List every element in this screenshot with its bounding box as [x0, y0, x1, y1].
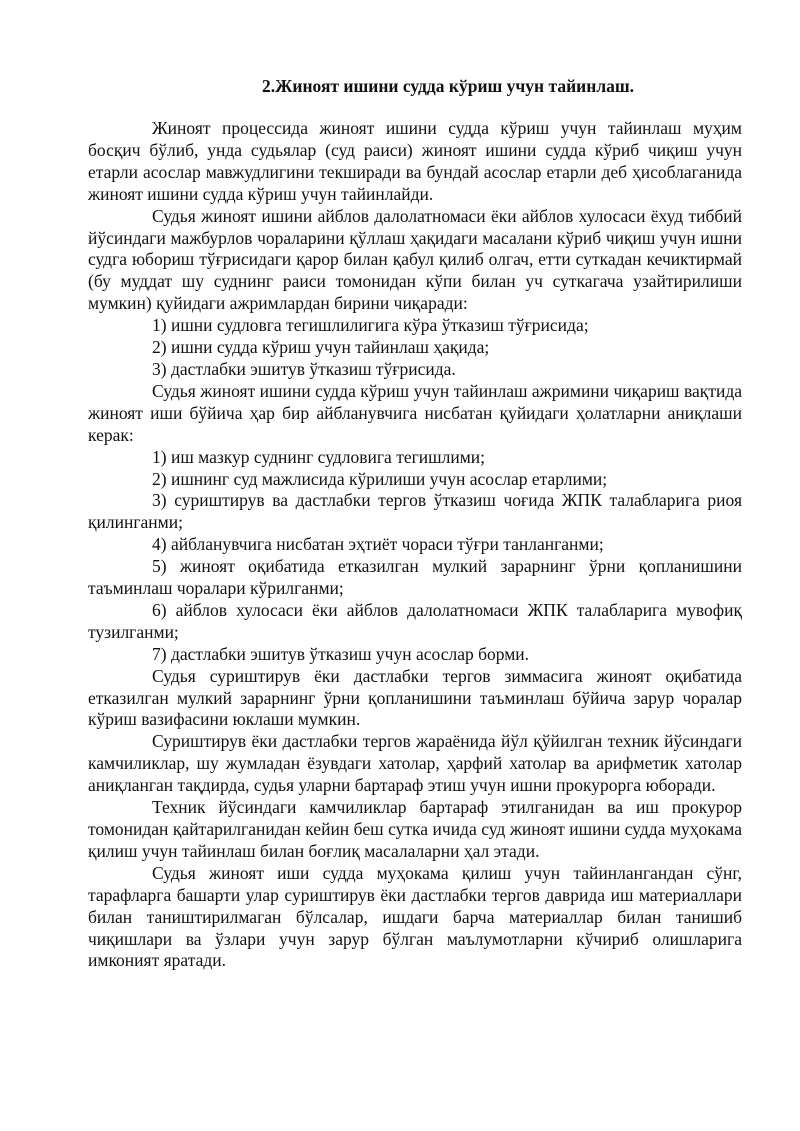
paragraph-decisions: Судья жиноят ишини айблов далолатномаси ёки айблов хулосаси ёхуд тиббий йўсиндаги мажбурлов чораларини қўллаш ҳақидаги масалани кўриб чиқиш учун ишни судга юбориш тўғрисидаги қарор билан қабул қилиб олгач, етти суткадан кечиктирмай (бу муддат шу суднинг раиси томонидан кўпи билан уч суткагача узайтирилиши мумкин) қуйидаги ажримлардан бирини чиқаради: [88, 205, 742, 314]
document-body [88, 118, 742, 972]
circumstance-item-2: 2) ишнинг суд мажлисида кўрилиши учун асослар етарлими; [152, 468, 608, 489]
decision-item-1: 1) ишни судловга тегишлилигига кўра ўтказиш тўғрисида; [152, 315, 589, 336]
circumstance-item-6: 6) айблов хулосаси ёки айблов далолатномаси ЖПК талабларига мувофиқ тузилганми; [88, 599, 742, 642]
paragraph-return-deadline: Техник йўсиндаги камчиликлар бартараф этилганидан ва иш прокурор томонидан қайтарилганидан кейин беш сутка ичида суд жиноят ишини судда муҳокама қилиш учун тайинлаш билан боғлиқ масалаларни ҳал этади. [88, 797, 742, 861]
paragraph-intro: Жиноят процессида жиноят ишини судда кўриш учун тайинлаш муҳим босқич бўлиб, унда судьялар (суд раиси) жиноят ишини судда кўриб чиқиш учун етарли асослар мавжудлигини текширади ва бундай асослар етарли деб ҳисоблаганида жиноят ишини судда кўриш учун тайинлайди. [88, 118, 742, 204]
circumstance-item-4: 4) айбланувчига нисбатан эҳтиёт чораси тўғри танланганми; [152, 534, 604, 555]
paragraph-circumstances: Судья жиноят ишини судда кўриш учун тайинлаш ажримини чиқариш вақтида жиноят иши бўйича ҳар бир айбланувчига нисбатан қуйидаги ҳолатларни аниқлаши керак: [88, 380, 742, 445]
paragraph-technical-errors: Суриштирув ёки дастлабки тергов жараёнида йўл қўйилган техник йўсиндаги камчиликлар, шу жумладан ёзувдаги хатолар, ҳарфий хатолар ва арифметик хатолар аниқланган тақдирда, судья уларни бартараф этиш учун ишни прокурорга юборади. [88, 731, 742, 796]
decision-item-2: 2) ишни судда кўриш учун тайинлаш ҳақида; [152, 337, 490, 358]
circumstance-item-7: 7) дастлабки эшитув ўтказиш учун асослар борми. [152, 643, 530, 664]
section-title: 2.Жиноят ишини судда кўриш учун тайинлаш. [261, 76, 635, 96]
paragraph-damage-measures: Судья суриштирув ёки дастлабки тергов зиммасига жиноят оқибатида етказилган мулкий зарарнинг ўрни қопланишини таъминлаш бўйича зарур чоралар кўриш вазифасини юклаши мумкин. [88, 665, 742, 730]
decision-item-3: 3) дастлабки эшитув ўтказиш тўғрисида. [152, 358, 456, 379]
circumstance-item-1: 1) иш мазкур суднинг судловига тегишлими; [152, 446, 486, 467]
circumstance-item-3: 3) суриштирув ва дастлабки тергов ўтказиш чоғида ЖПК талабларига риоя қилинганми; [88, 490, 742, 533]
circumstance-item-5: 5) жиноят оқибатида етказилган мулкий зарарнинг ўрни қопланишини таъминлаш чоралари кўрилганми; [88, 556, 742, 599]
paragraph-materials-access: Судья жиноят иши судда муҳокама қилиш учун тайинлангандан сўнг, тарафларга башарти улар суриштирув ёки дастлабки тергов даврида иш материаллари билан таништирилмаган бўлсалар, ишдаги барча материаллар билан танишиб чиқишлари ва ўзлари учун зарур бўлган маълумотларни кўчириб олишларига имконият яратади. [88, 862, 742, 971]
